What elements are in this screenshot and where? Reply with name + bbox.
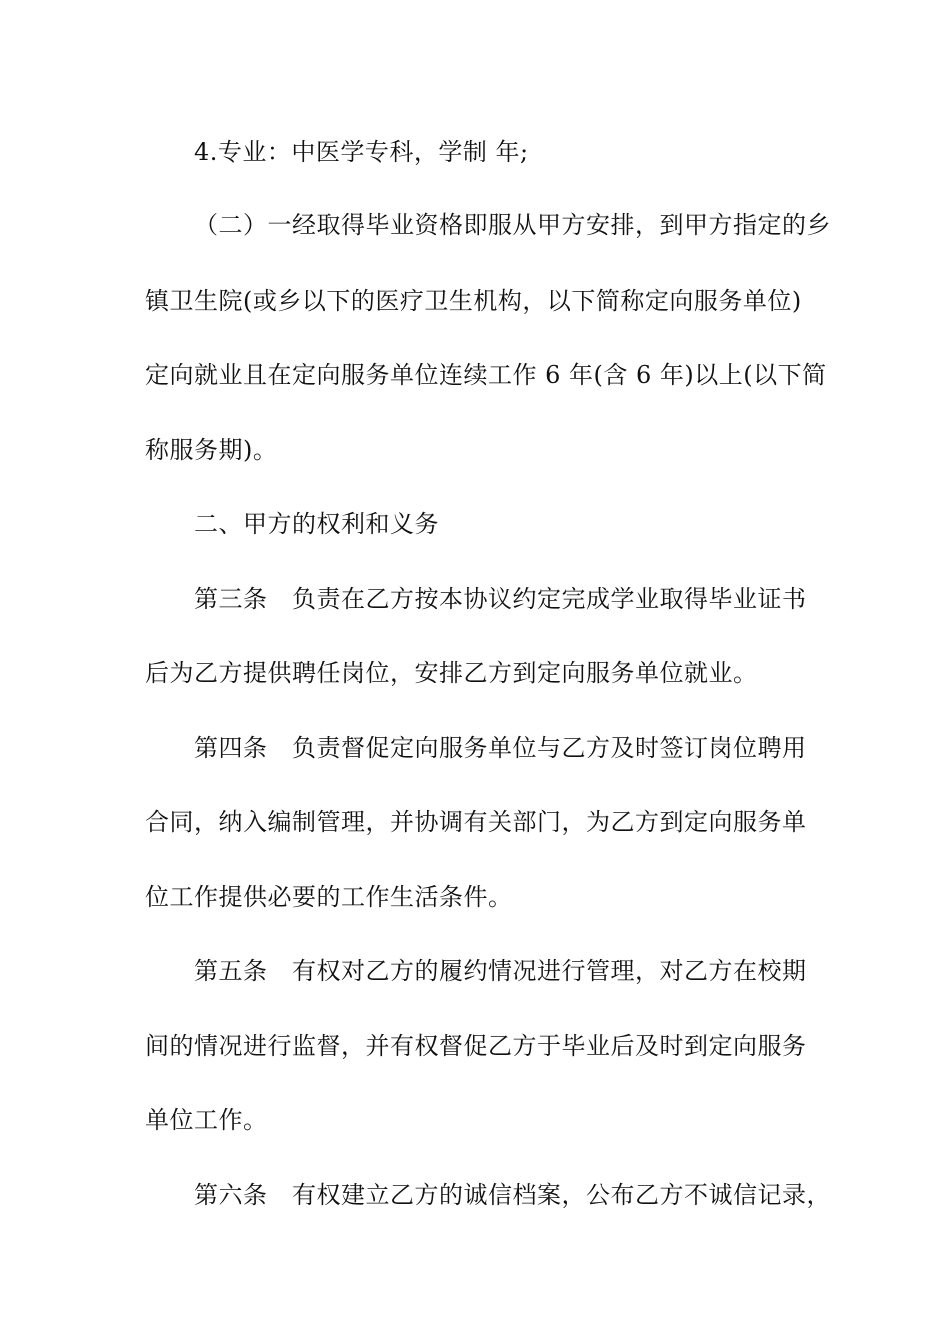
text-line: 称服务期)。 <box>145 436 278 464</box>
text-line: 定向就业且在定向服务单位连续工作 6 年(含 6 年)以上(以下简 <box>145 361 827 389</box>
text-line-major: 4.专业：中医学专科，学制 年; <box>194 138 529 166</box>
text-line-clause-2: （二）一经取得毕业资格即服从甲方安排，到甲方指定的乡 <box>194 211 831 239</box>
text-line: 合同，纳入编制管理，并协调有关部门，为乙方到定向服务单 <box>145 808 807 836</box>
text-line: 间的情况进行监督，并有权督促乙方于毕业后及时到定向服务 <box>145 1032 807 1060</box>
text-line: 后为乙方提供聘任岗位，安排乙方到定向服务单位就业。 <box>145 659 758 687</box>
text-line: 镇卫生院(或乡以下的医疗卫生机构，以下简称定向服务单位) <box>145 287 802 315</box>
section-heading: 二、甲方的权利和义务 <box>194 510 439 538</box>
text-line-article-3: 第三条 负责在乙方按本协议约定完成学业取得毕业证书 <box>194 585 807 613</box>
text-line-article-4: 第四条 负责督促定向服务单位与乙方及时签订岗位聘用 <box>194 734 807 762</box>
text-line-article-6: 第六条 有权建立乙方的诚信档案，公布乙方不诚信记录， <box>194 1181 831 1209</box>
text-line: 位工作提供必要的工作生活条件。 <box>145 883 513 911</box>
text-line: 单位工作。 <box>145 1106 268 1134</box>
text-line-article-5: 第五条 有权对乙方的履约情况进行管理，对乙方在校期 <box>194 957 807 985</box>
